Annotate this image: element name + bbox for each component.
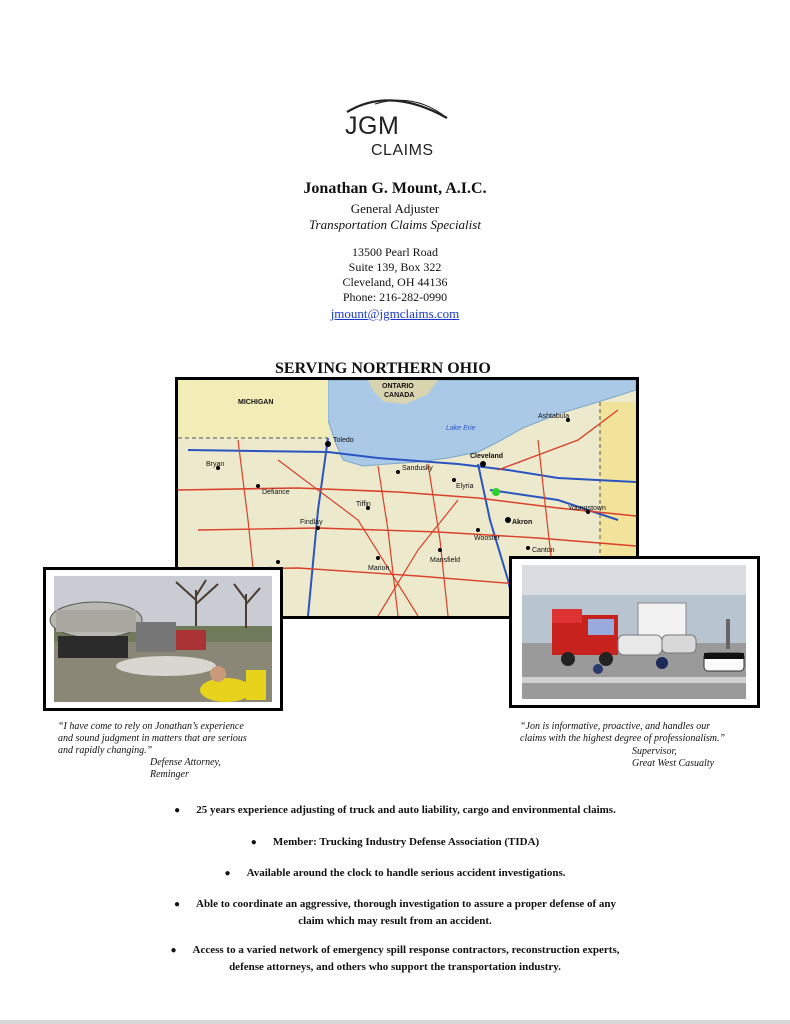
list-item	[0, 942, 790, 975]
address-suite: Suite 139, Box 322	[348, 260, 442, 274]
map-label-findlay: Findlay	[300, 519, 323, 526]
testimonial-left-line: and sound judgment in matters that are serious	[58, 733, 247, 744]
list-item-text: Access to a varied network of emergency spill response contractors, reconstruction experts,	[192, 944, 620, 956]
map-label-canada: CANADA	[384, 392, 415, 399]
tanker-accident-image	[46, 570, 280, 708]
jgm-claims-logo	[335, 92, 455, 164]
map-label-marion: Marion	[368, 565, 390, 572]
map-label-defiance: Defiance	[262, 489, 290, 496]
map-label-cleveland: Cleveland	[470, 453, 504, 460]
attribution-line: Great West Casualty	[632, 758, 715, 769]
attribution-line: Reminger	[150, 769, 189, 780]
map-label-canton: Canton	[532, 547, 555, 554]
map-label-toledo: Toledo	[333, 437, 354, 444]
bullet-icon: ●	[224, 868, 231, 879]
address-phone: Phone: 216-282-0990	[342, 290, 448, 304]
section-title: SERVING NORTHERN OHIO	[275, 360, 491, 377]
map-label-michigan: MICHIGAN	[238, 399, 274, 406]
fire-truck-scene-photo	[509, 556, 760, 708]
map-label-sandusky: Sandusky	[402, 465, 433, 472]
testimonial-left-line: “I have come to rely on Jonathan’s experience	[58, 721, 244, 732]
page-bottom-edge	[0, 1020, 790, 1024]
map-label-akron: Akron	[512, 519, 533, 526]
address-city: Cleveland, OH 44136	[342, 275, 448, 289]
bullet-icon: ●	[174, 805, 181, 816]
list-item-text: Member: Trucking Industry Defense Association (TIDA)	[272, 836, 540, 848]
adjuster-role: General Adjuster	[350, 201, 440, 216]
map-label-tiffin: Tiffin	[356, 501, 371, 508]
logo-claims-text: CLAIMS	[371, 142, 434, 159]
list-item-text: Available around the clock to handle serious accident investigations.	[246, 867, 566, 879]
testimonial-right-line: claims with the highest degree of professionalism.”	[520, 733, 726, 744]
list-item-text: claim which may result from an accident.	[298, 915, 492, 927]
bullet-icon: ●	[250, 837, 257, 848]
testimonial-right-line: “Jon is informative, proactive, and handles our	[520, 721, 711, 732]
email-link-text[interactable]: jmount@jgmclaims.com	[330, 306, 460, 321]
map-label-lake: Lake Erie	[446, 425, 476, 432]
list-item	[0, 834, 790, 851]
map-label-ashtabula: Ashtabula	[538, 413, 570, 420]
list-item	[0, 802, 790, 819]
testimonial-left-line: and rapidly changing.”	[58, 745, 153, 756]
bullet-icon: ●	[173, 899, 180, 910]
map-label-youngstown: Youngstown	[568, 505, 606, 512]
adjuster-specialty: Transportation Claims Specialist	[309, 217, 481, 232]
fire-truck-scene-image	[512, 559, 757, 705]
list-item	[0, 896, 790, 929]
map-label-mansfield: Mansfield	[430, 557, 460, 564]
logo-jgm-text: JGM	[345, 112, 400, 140]
map-label-elyria: Elyria	[456, 483, 474, 490]
list-item-text: 25 years experience adjusting of truck and auto liability, cargo and environmental claims.	[196, 804, 616, 816]
map-label-bryan: Bryan	[206, 461, 225, 468]
attribution-line: Supervisor,	[632, 746, 677, 757]
testimonial-right-attribution	[632, 746, 714, 770]
tanker-accident-photo	[43, 567, 283, 711]
testimonial-left-attribution	[150, 757, 221, 781]
list-item-text: defense attorneys, and others who support the transportation industry.	[229, 961, 561, 973]
testimonial-left	[58, 721, 268, 757]
list-item	[0, 865, 790, 882]
bullet-icon: ●	[170, 945, 177, 956]
address-street: 13500 Pearl Road	[352, 245, 438, 259]
email-link[interactable]	[0, 306, 790, 322]
list-item-text: Able to coordinate an aggressive, thorough investigation to assure a proper defense of any	[196, 898, 617, 910]
attribution-line: Defense Attorney,	[150, 757, 221, 768]
map-label-wooster: Wooster	[474, 535, 500, 542]
testimonial-right	[520, 721, 740, 745]
adjuster-name: Jonathan G. Mount, A.I.C.	[303, 180, 487, 197]
map-label-ontario: ONTARIO	[382, 383, 414, 390]
